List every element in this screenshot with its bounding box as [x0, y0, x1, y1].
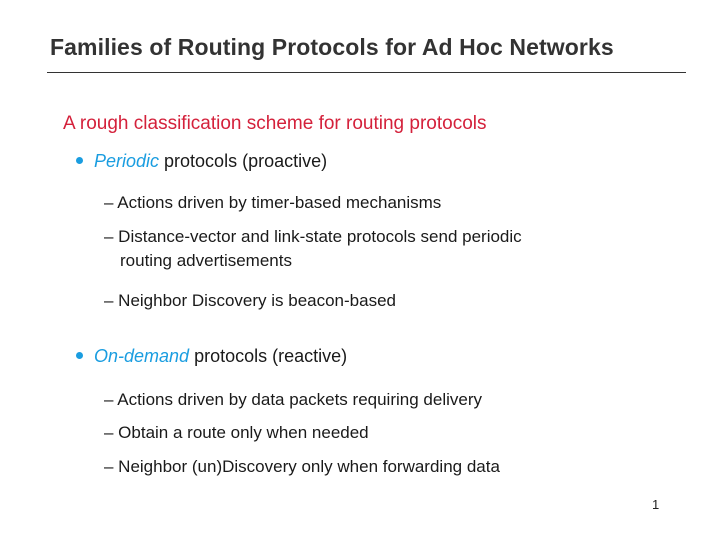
sub-item: – Actions driven by data packets requiring delivery	[104, 390, 482, 409]
bullet-emphasis: On-demand	[94, 346, 190, 366]
bullet-emphasis: Periodic	[94, 151, 160, 171]
sub-item	[104, 225, 522, 273]
sub-item: – Neighbor (un)Discovery only when forwarding data	[104, 457, 500, 476]
bullet-periodic	[76, 151, 327, 172]
sub-item-line: – Distance-vector and link-state protocols send periodic	[104, 227, 522, 246]
sub-item-line-continued: routing advertisements	[120, 251, 292, 270]
slide-title: Families of Routing Protocols for Ad Hoc Networks	[50, 34, 614, 60]
bullet-dot-icon	[76, 352, 83, 359]
bullet-dot-icon	[76, 157, 83, 164]
slide-subtitle: A rough classification scheme for routing protocols	[63, 113, 487, 134]
sub-item: – Obtain a route only when needed	[104, 423, 369, 442]
sub-item: – Actions driven by timer-based mechanisms	[104, 193, 442, 212]
page-number: 1	[652, 497, 660, 512]
title-divider	[47, 72, 686, 73]
bullet-text: protocols (reactive)	[189, 346, 348, 366]
bullet-on-demand	[76, 346, 347, 367]
sub-item: – Neighbor Discovery is beacon-based	[104, 291, 396, 310]
bullet-text: protocols (proactive)	[159, 151, 328, 171]
